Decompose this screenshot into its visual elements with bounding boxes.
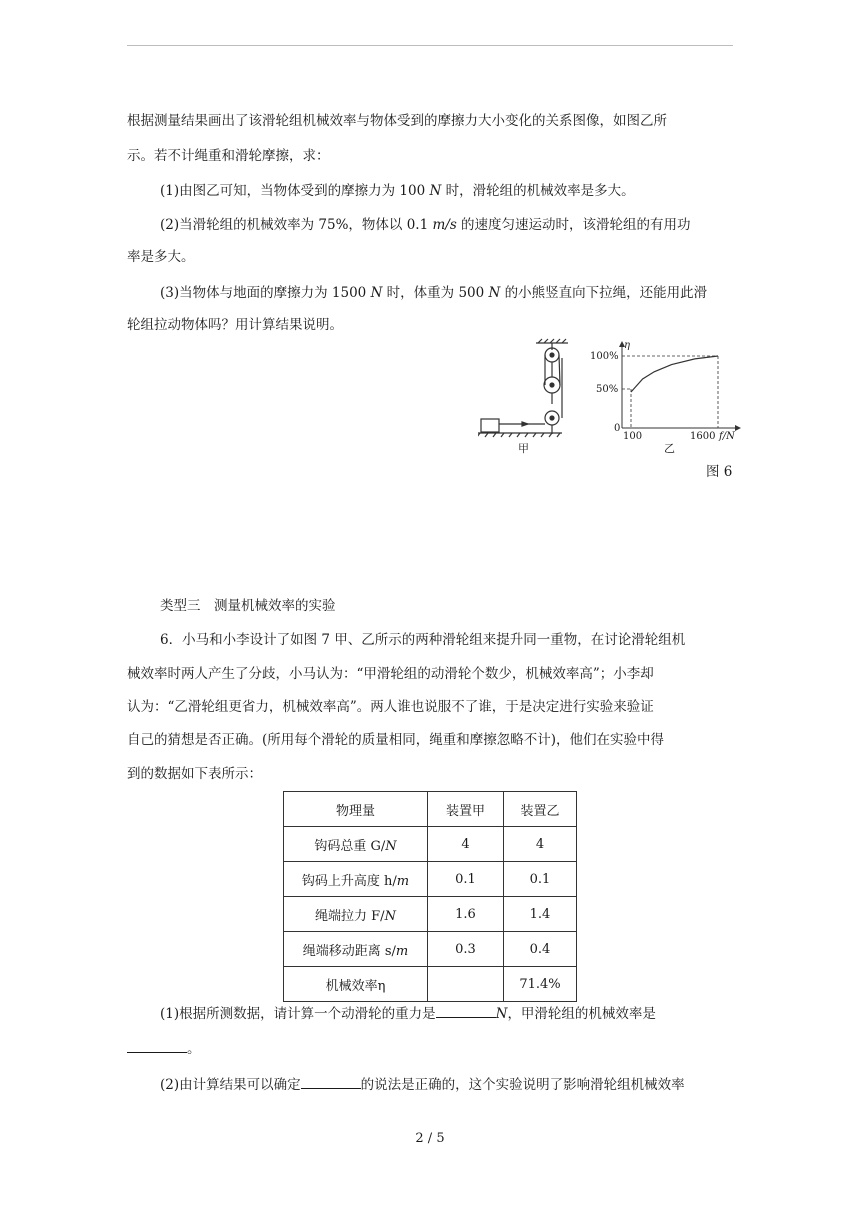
problem6-line4: 自己的猜想是否正确。(所用每个滑轮的质量相同，绳重和摩擦忽略不计)，他们在实验中得 [127, 732, 665, 748]
table-cell: 1.6 [428, 897, 504, 932]
table-header-row [284, 792, 577, 827]
pulley-diagram-jia [478, 339, 568, 437]
figure-6-caption: 图 6 [706, 464, 733, 480]
section-title: 类型三 测量机械效率的实验 [160, 598, 336, 614]
problem6-line1: 6．小马和小李设计了如图 7 甲、乙所示的两种滑轮组来提升同一重物，在讨论滑轮组机 [160, 632, 686, 648]
y-tick-50: 50% [596, 384, 619, 395]
problem5-intro-line2: 示。若不计绳重和滑轮摩擦，求： [127, 148, 330, 164]
x-tick-100: 100 [623, 431, 643, 442]
answer-blank[interactable] [301, 1075, 361, 1089]
table-cell: 1.4 [504, 897, 577, 932]
answer-blank[interactable] [127, 1039, 187, 1053]
x-tick-0: 0 [614, 423, 621, 434]
table-row [284, 932, 577, 967]
data-table [283, 791, 577, 1002]
problem5-question-2-cont: 率是多大。 [127, 249, 195, 265]
problem5-question-3-cont: 轮组拉动物体吗？用计算结果说明。 [127, 317, 343, 333]
problem6-question-2: (2)由计算结果可以确定 的说法是正确的，这个实验说明了影响滑轮组机械效率 [160, 1077, 685, 1093]
y-axis-label: η [624, 340, 630, 351]
problem5-question-3: (3)当物体与地面的摩擦力为 1500 N 时，体重为 500 N 的小熊竖直向下拉绳，还能用此滑 [160, 285, 708, 301]
label-jia: 甲 [518, 442, 529, 455]
table-cell: 钩码总重 G/N [284, 827, 428, 862]
table-row [284, 897, 577, 932]
table-cell: 绳端拉力 F/N [284, 897, 428, 932]
table-cell: 4 [504, 827, 577, 862]
table-cell: 绳端移动距离 s/m [284, 932, 428, 967]
table-row [284, 967, 577, 1002]
table-header-cell: 物理量 [284, 792, 428, 827]
problem5-intro-line1: 根据测量结果画出了该滑轮组机械效率与物体受到的摩擦力大小变化的关系图像，如图乙所 [127, 113, 667, 129]
problem6-question-1: (1)根据所测数据，请计算一个动滑轮的重力是 N，甲滑轮组的机械效率是 [160, 1006, 656, 1022]
header-rule [127, 45, 733, 46]
answer-blank[interactable] [436, 1004, 496, 1018]
table-cell: 0.3 [428, 932, 504, 967]
problem5-question-1: (1)由图乙可知，当物体受到的摩擦力为 100 N 时，滑轮组的机械效率是多大。 [160, 183, 635, 199]
label-yi: 乙 [664, 442, 675, 455]
problem6-question-1-cont: 。 [127, 1039, 735, 1059]
table-cell: 0.1 [504, 862, 577, 897]
table-cell: 机械效率η [284, 967, 428, 1002]
table-cell: 钩码上升高度 h/m [284, 862, 428, 897]
problem6-line5: 到的数据如下表所示： [127, 766, 262, 782]
problem6-line2: 械效率时两人产生了分歧，小马认为：“甲滑轮组的动滑轮个数少，机械效率高”；小李却 [127, 666, 654, 682]
problem5-question-2: (2)当滑轮组的机械效率为 75%，物体以 0.1 m/s 的速度匀速运动时，该滑轮组的有用功 [160, 217, 691, 233]
table-cell: 71.4% [504, 967, 577, 1002]
figure-6 [478, 338, 753, 456]
table-header-cell: 装置甲 [428, 792, 504, 827]
table-cell: 4 [428, 827, 504, 862]
problem6-line3: 认为：“乙滑轮组更省力，机械效率高”。两人谁也说服不了谁，于是决定进行实验来验证 [127, 699, 654, 715]
table-cell [428, 967, 504, 1002]
table-cell: 0.4 [504, 932, 577, 967]
x-axis-label: f/N [719, 431, 735, 442]
x-tick-1600: 1600 [690, 431, 716, 442]
efficiency-chart [590, 340, 741, 442]
efficiency-curve [631, 356, 718, 392]
table-row [284, 827, 577, 862]
page-number: 2 / 5 [415, 1131, 445, 1146]
y-tick-100: 100% [590, 351, 619, 362]
table-header-cell: 装置乙 [504, 792, 577, 827]
table-cell: 0.1 [428, 862, 504, 897]
table-row [284, 862, 577, 897]
